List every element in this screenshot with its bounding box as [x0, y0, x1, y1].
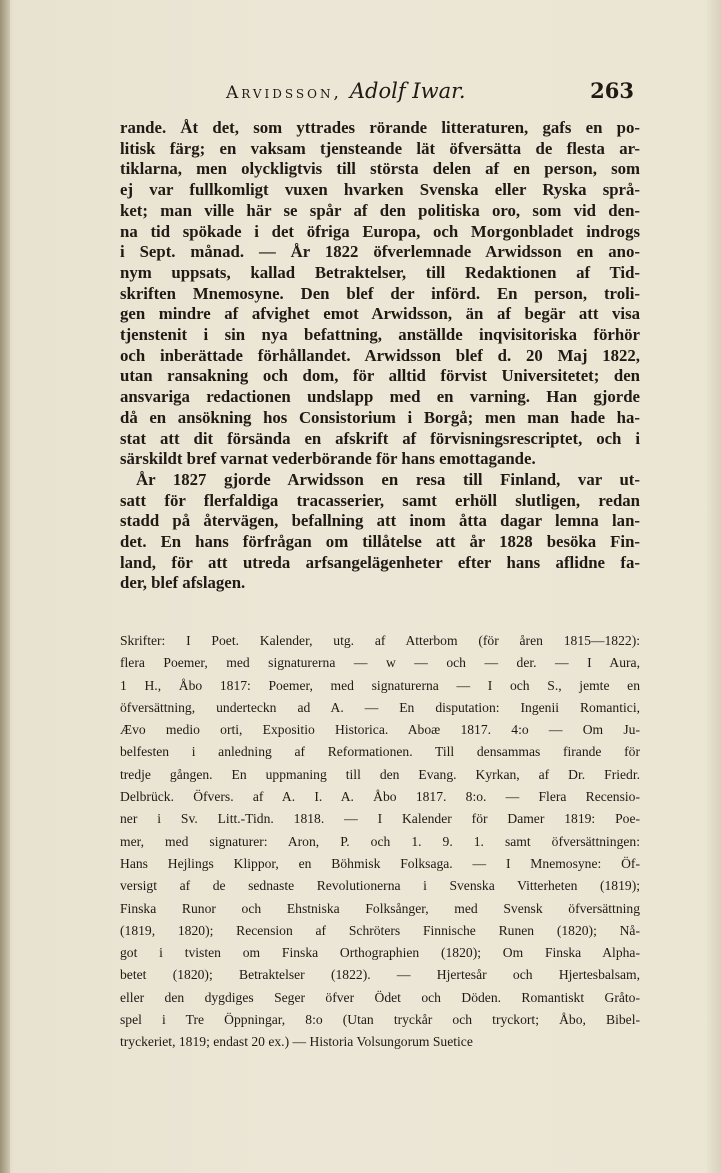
body-text-line: i Sept. månad. — År 1822 öfverlemnade Arwidsson en ano-	[120, 242, 640, 262]
bibliography-line: belfesten i anledning af Reformationen. Till densammas firande för	[120, 744, 640, 760]
bibliography-section	[120, 630, 640, 1054]
bibliography-line: Hans Hejlings Klippor, en Böhmisk Folksaga. — I Mnemosyne: Öf-	[120, 855, 640, 871]
body-text-line: na tid spökade i det öfriga Europa, och Morgonbladet indrogs	[120, 221, 640, 241]
bibliography-line: tredje gången. En uppmaning till den Evang. Kyrkan, af Dr. Friedr.	[120, 766, 640, 782]
bibliography-line: Ævo medio orti, Expositio Historica. Aboæ 1817. 4:o — Om Ju-	[120, 722, 640, 738]
body-text-line: land, för att utreda arfsangelägenheter efter hans aflidne fa-	[120, 552, 640, 572]
body-text-line: ansvariga redactionen undslapp med en varning. Han gjorde	[120, 387, 640, 407]
header-author: Arvidsson,	[226, 83, 342, 103]
bibliography-line: (1819, 1820); Recension af Schröters Finnische Runen (1820); Nå-	[120, 922, 640, 938]
bibliography-line: Skrifter: I Poet. Kalender, utg. af Atterbom (för åren 1815—1822):	[120, 633, 640, 648]
page-number: 263	[590, 78, 634, 103]
bibliography-line: 1 H., Åbo 1817: Poemer, med signaturerna — I och S., jemte en	[120, 677, 640, 693]
body-text-line: ket; man ville här se spår af den politiska oro, som vid den-	[120, 200, 640, 220]
bibliography-line: Finska Runor och Ehstniska Folksånger, med Svensk öfversättning	[120, 900, 640, 916]
body-text-line: rande. Åt det, som yttrades rörande litteraturen, gafs en po-	[120, 118, 640, 137]
body-text-line: nym uppsats, kallad Betraktelser, till Redaktionen af Tid-	[120, 262, 640, 282]
bibliography-line: spel i Tre Öppningar, 8:o (Utan tryckår och tryckort; Åbo, Bibel-	[120, 1012, 640, 1028]
bibliography-line: got i tvisten om Finska Orthographien (1820); Om Finska Alpha-	[120, 945, 640, 961]
page-right-edge	[707, 0, 721, 1173]
body-text-line: gen mindre af afvighet emot Arwidsson, än af begär att visa	[120, 304, 640, 324]
body-text-line: det. En hans förfrågan om tillåtelse att år 1828 besöka Fin-	[120, 532, 640, 552]
bibliography-line: versigt af de sednaste Revolutionerna i Svenska Vitterheten (1819);	[120, 878, 640, 894]
body-text-line: ej var fullkomligt vuxen hvarken Svenska eller Ryska språ-	[120, 180, 640, 200]
running-header	[226, 78, 634, 108]
body-text-line: tiklarna, men olyckligtvis till största delen af en person, som	[120, 159, 640, 179]
bibliography-line: mer, med signaturer: Aron, P. och 1. 9. 1. samt öfversättningen:	[120, 833, 640, 849]
body-text-line: utan ransakning och dom, för alltid förvist Universitetet; den	[120, 366, 640, 386]
body-text-line: särskildt bref varnat vederbörande för hans emottagande.	[120, 449, 536, 469]
body-text-line: skriften Mnemosyne. Den blef der införd. En person, troli-	[120, 283, 640, 303]
bibliography-line: öfversättning, underteckn ad A. — En disputation: Ingenii Romantici,	[120, 699, 640, 715]
body-text-line: År 1827 gjorde Arwidsson en resa till Finland, var ut-	[136, 469, 640, 489]
bibliography-line: flera Poemer, med signaturerna — w — och — der. — I Aura,	[120, 655, 640, 671]
body-text-line: och inberättade förhållandet. Arwidsson blef d. 20 Maj 1822,	[120, 345, 640, 365]
body-text-line: der, blef afslagen.	[120, 573, 246, 593]
main-body-text	[120, 118, 640, 594]
body-text-line: satt för flerfaldiga tracasserier, samt erhöll slutligen, redan	[120, 490, 640, 510]
body-text-line: stadd på återvägen, befallning att inom åtta dagar lemna lan-	[120, 511, 640, 531]
body-text-line: tjenstenit i sin nya befattning, anställde inqvisitoriska förhör	[120, 325, 640, 345]
bibliography-line: tryckeriet, 1819; endast 20 ex.) — Historia Volsungorum Suetice	[120, 1034, 473, 1050]
bibliography-line: eller den dygdiges Seger öfver Ödet och Döden. Romantiskt Gråto-	[120, 989, 640, 1005]
body-text-line: då en ansökning hos Consistorium i Borgå; men man hade ha-	[120, 407, 640, 427]
page-binding-edge	[0, 0, 10, 1173]
bibliography-line: betet (1820); Betraktelser (1822). — Hjertesår och Hjertesbalsam,	[120, 967, 640, 983]
body-text-line: litisk färg; en vaksam tjensteande lät öfversätta de flesta ar-	[120, 138, 640, 158]
header-name: Adolf Iwar.	[349, 79, 466, 103]
bibliography-line: ner i Sv. Litt.-Tidn. 1818. — I Kalender för Damer 1819: Poe-	[120, 811, 640, 827]
bibliography-line: Delbrück. Öfvers. af A. I. A. Åbo 1817. 8:o. — Flera Recensio-	[120, 789, 640, 805]
body-text-line: stat att dit försända en afskrift af förvisningsrescriptet, och i	[120, 428, 640, 448]
